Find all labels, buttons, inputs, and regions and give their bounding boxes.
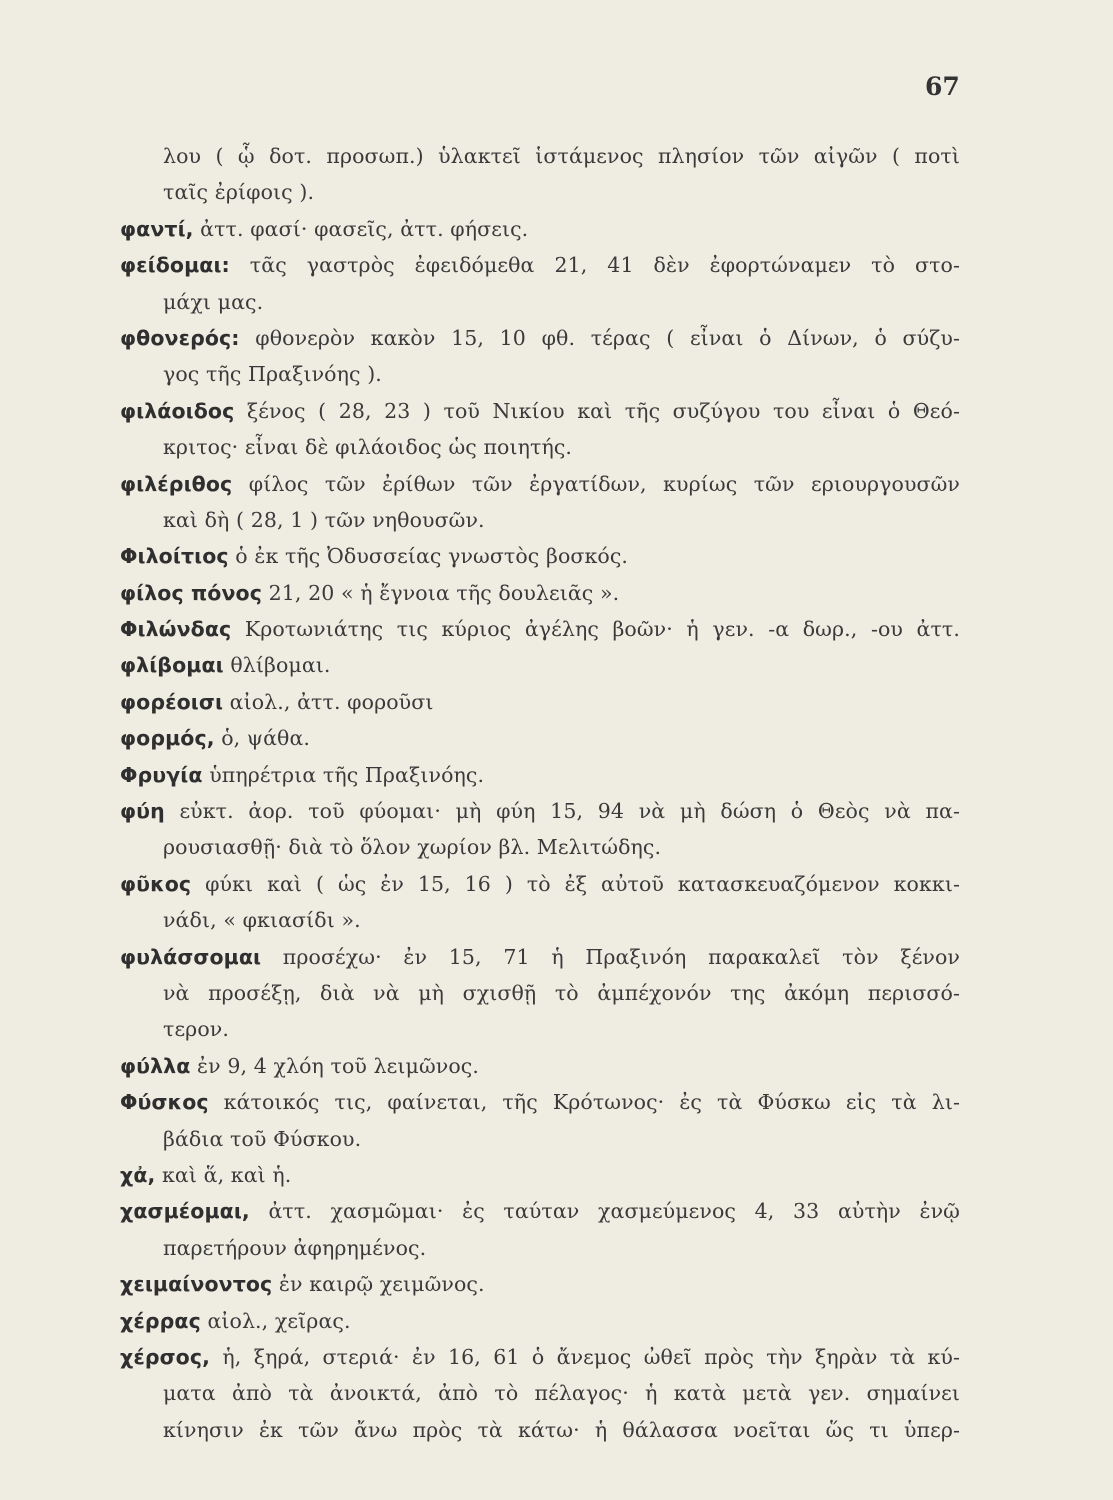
definition-text: ἡ, ξηρά, στεριά· ἐν 16, 61 ὁ ἄνεμος ὠθεῖ πρὸς τὴν ξηρὰν τὰ κύ- — [210, 1344, 960, 1369]
entry-line — [120, 684, 960, 720]
headword: φίλος πόνος — [120, 580, 262, 605]
definition-text: προσέχω· ἐν 15, 71 ἡ Πραξινόη παρακαλεῖ τὸν ξένον — [261, 944, 960, 969]
headword: φύλλα — [120, 1053, 191, 1078]
headword: χέρσος, — [120, 1344, 210, 1369]
definition-text: καὶ ἅ, καὶ ἡ. — [155, 1162, 292, 1187]
entry-line — [120, 320, 960, 356]
definition-text: τερον. — [163, 1017, 229, 1042]
headword: χασμέομαι, — [120, 1199, 250, 1224]
definition-text: γος τῆς Πραξινόης ). — [163, 362, 382, 387]
definition-text: ἐν 9, 4 χλόη τοῦ λειμῶνος. — [190, 1053, 479, 1078]
headword: χειμαίνοντος — [120, 1272, 273, 1297]
definition-text: ἀττ. φασί· φασεῖς, ἀττ. φήσεις. — [193, 216, 529, 241]
entry-line — [120, 1339, 960, 1375]
definition-text: ταῖς ἐρίφοις ). — [163, 180, 315, 205]
entry-line — [120, 538, 960, 574]
continuation-line — [120, 975, 960, 1011]
definition-text: φίλος τῶν ἐρίθων τῶν ἐργατίδων, κυρίως τῶν εριουργουσῶν — [232, 471, 960, 496]
headword: φύη — [120, 799, 165, 824]
definition-text: ὁ, ψάθα. — [214, 726, 311, 751]
headword: Φιλώνδας — [120, 617, 232, 642]
definition-text: Κροτωνιάτης τις κύριος ἀγέλης βοῶν· ἡ γεν. -α δωρ., -ου ἀττ. — [231, 617, 960, 642]
definition-text: παρετήρουν ἀφηρημένος. — [163, 1235, 427, 1260]
headword: Φρυγία — [120, 762, 203, 787]
headword: φῦκος — [120, 871, 192, 896]
definition-text: ρουσιασθῇ· διὰ τὸ ὅλον χωρίον βλ. Μελιτώδης. — [163, 835, 662, 860]
continuation-line — [120, 356, 960, 392]
entry-line — [120, 247, 960, 283]
entry-line — [120, 757, 960, 793]
definition-text: κίνησιν ἐκ τῶν ἄνω πρὸς τὰ κάτω· ἡ θάλασσα νοεῖται ὥς τι ὑπερ- — [163, 1417, 960, 1442]
entry-line — [120, 866, 960, 902]
headword: φιλάοιδος — [120, 398, 235, 423]
continuation-line — [120, 502, 960, 538]
definition-text: μάχι μας. — [163, 289, 264, 314]
continuation-line — [120, 174, 960, 210]
definition-text: ἀττ. χασμῶμαι· ἐς ταύταν χασμεύμενος 4, 33 αὐτὴν ἐνῷ — [249, 1199, 960, 1224]
entry-line — [120, 1193, 960, 1229]
continuation-line — [120, 1412, 960, 1448]
entry-line — [120, 611, 960, 647]
definition-text: αἰολ., χεῖρας. — [200, 1308, 351, 1333]
definition-text: λου ( ᾧ δοτ. προσωπ.) ὑλακτεῖ ἱστάμενος πλησίον τῶν αἰγῶν ( ποτὶ — [163, 144, 960, 168]
definition-text: ὑπηρέτρια τῆς Πραξινόης. — [202, 762, 485, 787]
entry-line — [120, 575, 960, 611]
definition-text: 21, 20 « ἡ ἔγνοια τῆς δουλειᾶς ». — [261, 580, 620, 605]
headword: χέρρας — [120, 1308, 201, 1333]
entry-line — [120, 1303, 960, 1339]
headword: Φιλοίτιος — [120, 544, 229, 569]
definition-text: κάτοικός τις, φαίνεται, τῆς Κρότωνος· ἐς τὰ Φύσκω εἰς τὰ λι- — [208, 1090, 960, 1115]
entry-line — [120, 1084, 960, 1120]
definition-text: βάδια τοῦ Φύσκου. — [163, 1126, 362, 1151]
entry-line — [120, 720, 960, 756]
definition-text: αἰολ., ἀττ. φοροῦσι — [223, 689, 434, 714]
definition-text: κριτος· εἶναι δὲ φιλάοιδος ὡς ποιητής. — [163, 435, 573, 460]
continuation-line — [120, 1011, 960, 1047]
entry-line — [120, 466, 960, 502]
continuation-line — [120, 429, 960, 465]
definition-text: ξένος ( 28, 23 ) τοῦ Νικίου καὶ τῆς συζύγου του εἶναι ὁ Θεό- — [234, 398, 960, 423]
entry-line — [120, 939, 960, 975]
headword: φορέοισι — [120, 689, 224, 714]
continuation-line — [120, 138, 960, 174]
definition-text: τᾶς γαστρὸς ἐφειδόμεθα 21, 41 δὲν ἐφορτώναμεν τὸ στο- — [229, 253, 960, 278]
definition-text: ματα ἀπὸ τὰ ἀνοικτά, ἀπὸ τὸ πέλαγος· ἡ κατὰ μετὰ γεν. σημαίνει — [163, 1381, 960, 1406]
definition-text: νὰ προσέξῃ, διὰ νὰ μὴ σχισθῇ τὸ ἀμπέχονόν της ἀκόμη περισσό- — [163, 980, 960, 1005]
headword: φορμός, — [120, 726, 215, 751]
definition-text: καὶ δὴ ( 28, 1 ) τῶν νηθουσῶν. — [163, 507, 485, 532]
continuation-line — [120, 284, 960, 320]
headword: φυλάσσομαι — [120, 944, 262, 969]
headword: χἀ, — [120, 1162, 156, 1187]
definition-text: θλίβομαι. — [223, 653, 331, 678]
headword: φιλέριθος — [120, 471, 233, 496]
entry-line — [120, 211, 960, 247]
definition-text: ὁ ἐκ τῆς Ὀδυσσείας γνωστὸς βοσκός. — [228, 544, 629, 569]
headword: φείδομαι: — [120, 253, 230, 278]
continuation-line — [120, 1121, 960, 1157]
continuation-line — [120, 829, 960, 865]
entry-line — [120, 1048, 960, 1084]
entry-line — [120, 1157, 960, 1193]
entry-line — [120, 793, 960, 829]
definition-text: εὐκτ. ἀορ. τοῦ φύομαι· μὴ φύη 15, 94 νὰ μὴ δώση ὁ Θεὸς νὰ πα- — [164, 799, 960, 824]
page-number: 67 — [925, 72, 960, 101]
continuation-line — [120, 902, 960, 938]
headword: Φύσκος — [120, 1090, 209, 1115]
headword: φλίβομαι — [120, 653, 224, 678]
entry-line — [120, 1266, 960, 1302]
entry-line — [120, 647, 960, 683]
definition-text: ἐν καιρῷ χειμῶνος. — [272, 1272, 485, 1297]
definition-text: φθονερὸν κακὸν 15, 10 φθ. τέρας ( εἶναι ὁ Δίνων, ὁ σύζυ- — [239, 325, 960, 350]
lexicon-text — [120, 138, 960, 1448]
continuation-line — [120, 1230, 960, 1266]
headword: φαντί, — [120, 216, 194, 241]
entry-line — [120, 393, 960, 429]
definition-text: νάδι, « φκιασίδι ». — [163, 908, 361, 933]
headword: φθονερός: — [120, 325, 240, 350]
continuation-line — [120, 1375, 960, 1411]
definition-text: φύκι καὶ ( ὡς ἐν 15, 16 ) τὸ ἐξ αὐτοῦ κατασκευαζόμενον κοκκι- — [191, 871, 960, 896]
